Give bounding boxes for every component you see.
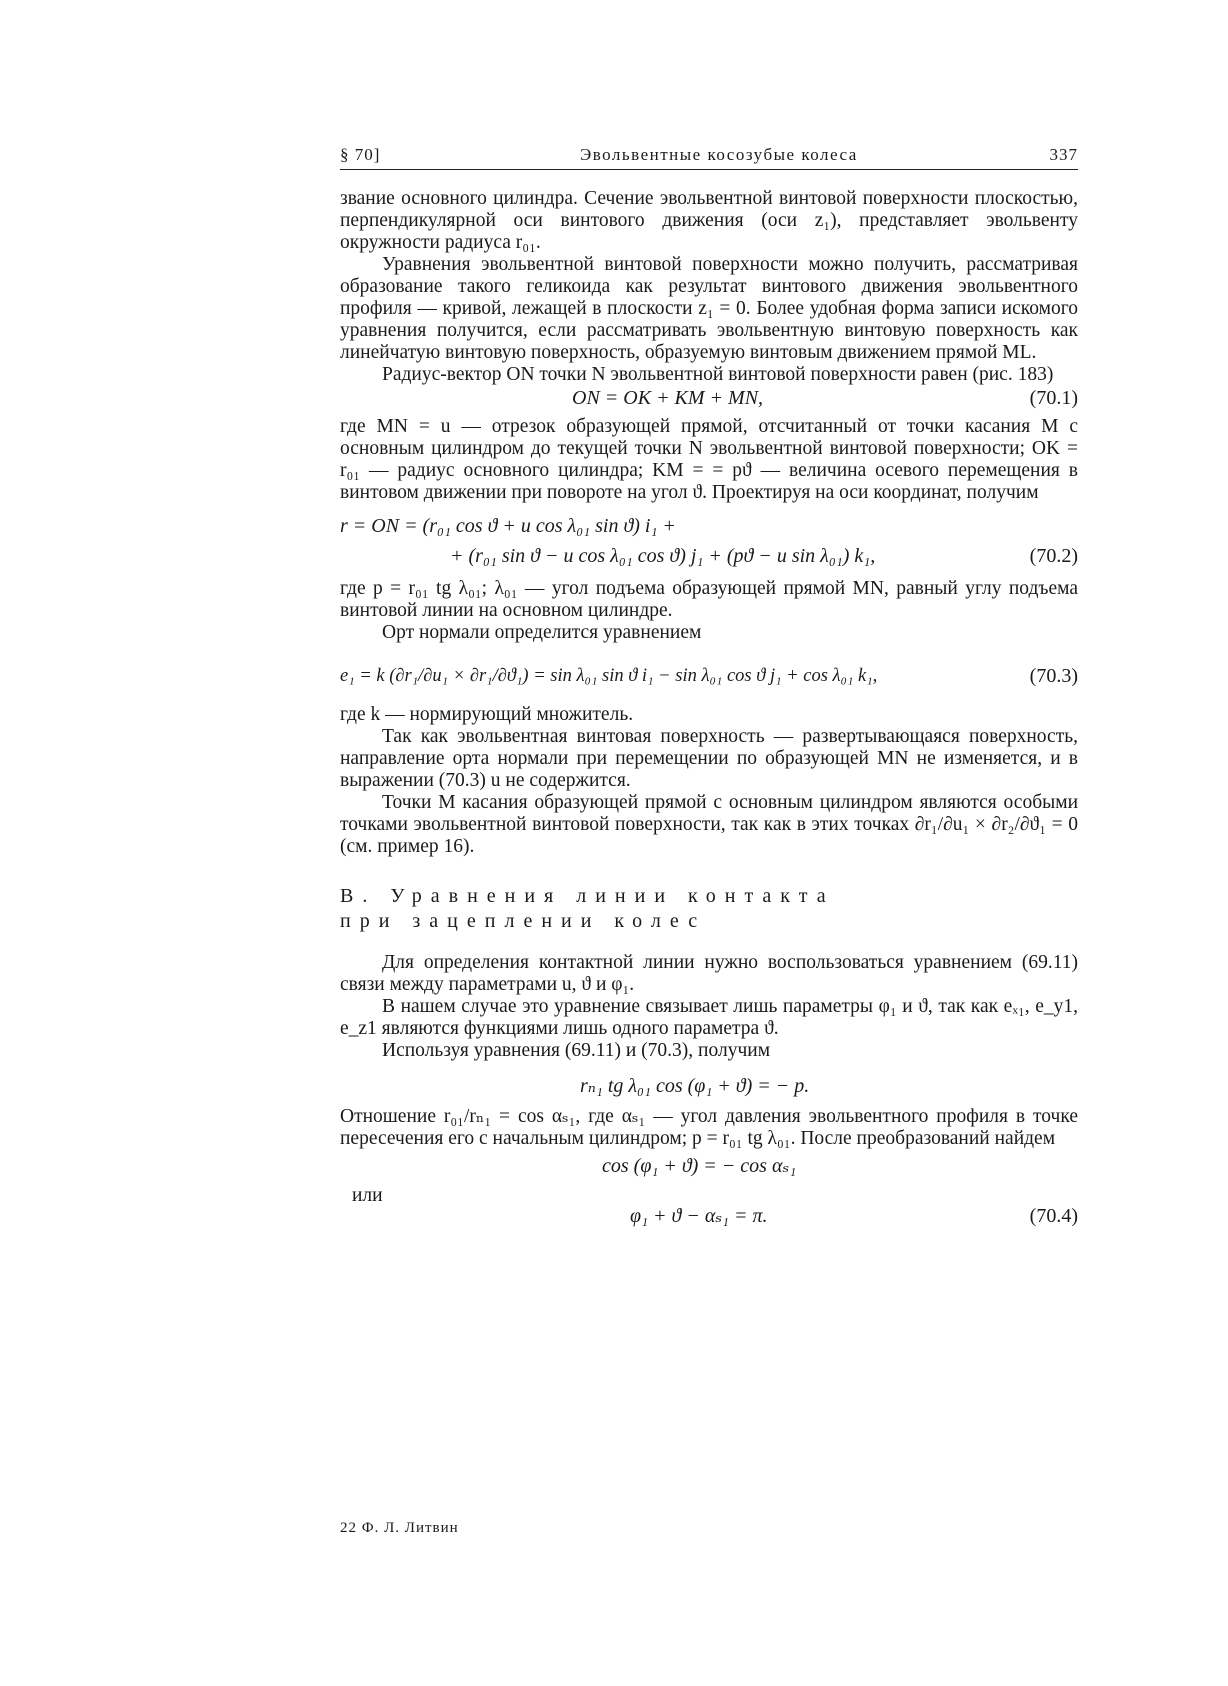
paragraph: звание основного цилиндра. Сечение эвольвентной винтовой поверхности плоскостью, перпендикулярной оси винтового движения (оси z₁), представляет эвольвенту окружности радиуса r₀₁. — [340, 188, 1078, 253]
equation-text: e₁ = k (∂r₁/∂u₁ × ∂r₁/∂ϑ₁) = sin λ₀₁ sin ϑ i₁ − sin λ₀₁ cos ϑ j₁ + cos λ₀₁ k₁, — [340, 666, 878, 686]
paragraph: Отношение r₀₁/rₙ₁ = cos αₛ₁, где αₛ₁ — угол давления эвольвентного профиля в точке пересечения его с начальным цилиндром; p = r₀₁ tg λ₀₁. После преобразований найдем — [340, 1106, 1078, 1149]
equation-text: φ₁ + ϑ − αₛ₁ = π. — [630, 1205, 768, 1227]
equation-70-4 — [340, 1184, 1078, 1236]
heading-line: B. Уравнения линии контакта — [340, 885, 835, 907]
running-header — [340, 143, 1078, 170]
equation-cos — [340, 1150, 1078, 1184]
paragraph: где MN = u — отрезок образующей прямой, отсчитанный от точки касания M с основным цилиндром до текущей точки N эвольвентной винтовой поверхности; OK = r₀₁ — радиус основного цилиндра; KM = = pϑ — величина осевого перемещения в винтовом движении при повороте на угол ϑ. Проектируя на оси координат, получим — [340, 416, 1078, 503]
equation-text: rₙ₁ tg λ₀₁ cos (φ₁ + ϑ) = − p. — [580, 1075, 810, 1097]
subsection-heading — [340, 884, 1078, 934]
equation-number: (70.1) — [1029, 387, 1078, 409]
page-number: 337 — [1049, 145, 1078, 164]
paragraph: В нашем случае это уравнение связывает лишь параметры φ₁ и ϑ, так как eₓ₁, e_y1, e_z1 являются функциями лишь одного параметра ϑ. — [340, 996, 1078, 1039]
paragraph: Радиус-вектор ON точки N эвольвентной винтовой поверхности равен (рис. 183) — [382, 364, 1054, 385]
page-body — [340, 188, 1078, 1236]
paragraph: Точки M касания образующей прямой с основным цилиндром являются особыми точками эвольвентной винтовой поверхности, так как в этих точках ∂r₁/∂u₁ × ∂r₂/∂ϑ₁ = 0 (см. пример 16). — [340, 792, 1078, 857]
paragraph: или — [352, 1185, 383, 1206]
equation-text: r = ON = (r₀₁ cos ϑ + u cos λ₀₁ sin ϑ) i₁ + — [340, 515, 676, 537]
signature-mark: 22 Ф. Л. Литвин — [340, 1520, 459, 1536]
paragraph: где p = r₀₁ tg λ₀₁; λ₀₁ — угол подъема образующей прямой MN, равный углу подъема винтовой линии на основном цилиндре. — [340, 578, 1078, 621]
equation-number: (70.3) — [1029, 665, 1078, 687]
equation-number: (70.4) — [1029, 1205, 1078, 1227]
paragraph: Для определения контактной линии нужно воспользоваться уравнением (69.11) связи между параметрами u, ϑ и φ₁. — [340, 952, 1078, 995]
equation-text: + (r₀₁ sin ϑ − u cos λ₀₁ cos ϑ) j₁ + (pϑ − u sin λ₀₁) k₁, — [450, 545, 876, 567]
running-title: Эвольвентные косозубые колеса — [580, 145, 858, 164]
paragraph: Орт нормали определится уравнением — [382, 622, 702, 643]
heading-line: при зацеплении колес — [340, 910, 707, 932]
paragraph: Так как эвольвентная винтовая поверхность — развертывающаяся поверхность, направление орта нормали при перемещении по образующей MN не изменяется, и в выражении (70.3) u не содержится. — [340, 726, 1078, 791]
equation-70-1 — [340, 386, 1078, 416]
equation-70-2 — [340, 514, 1078, 578]
section-mark: § 70] — [340, 145, 381, 164]
equation-contact — [340, 1062, 1078, 1106]
paragraph: Уравнения эвольвентной винтовой поверхности можно получить, рассматривая образование такого геликоида как результат винтового движения эвольвентного профиля — кривой, лежащей в плоскости z₁ = 0. Более удобная форма записи искомого уравнения получится, если рассматривать эвольвентную винтовую поверхность как линейчатую винтовую поверхность, образуемую винтовым движением прямой ML. — [340, 254, 1078, 363]
paragraph: Используя уравнения (69.11) и (70.3), получим — [382, 1040, 771, 1061]
paragraph: где k — нормирующий множитель. — [340, 704, 634, 725]
equation-text: cos (φ₁ + ϑ) = − cos αₛ₁ — [602, 1155, 797, 1177]
equation-70-3 — [340, 654, 1078, 704]
equation-number: (70.2) — [1029, 545, 1078, 567]
equation-text: ON = OK + KM + MN, — [572, 387, 764, 409]
